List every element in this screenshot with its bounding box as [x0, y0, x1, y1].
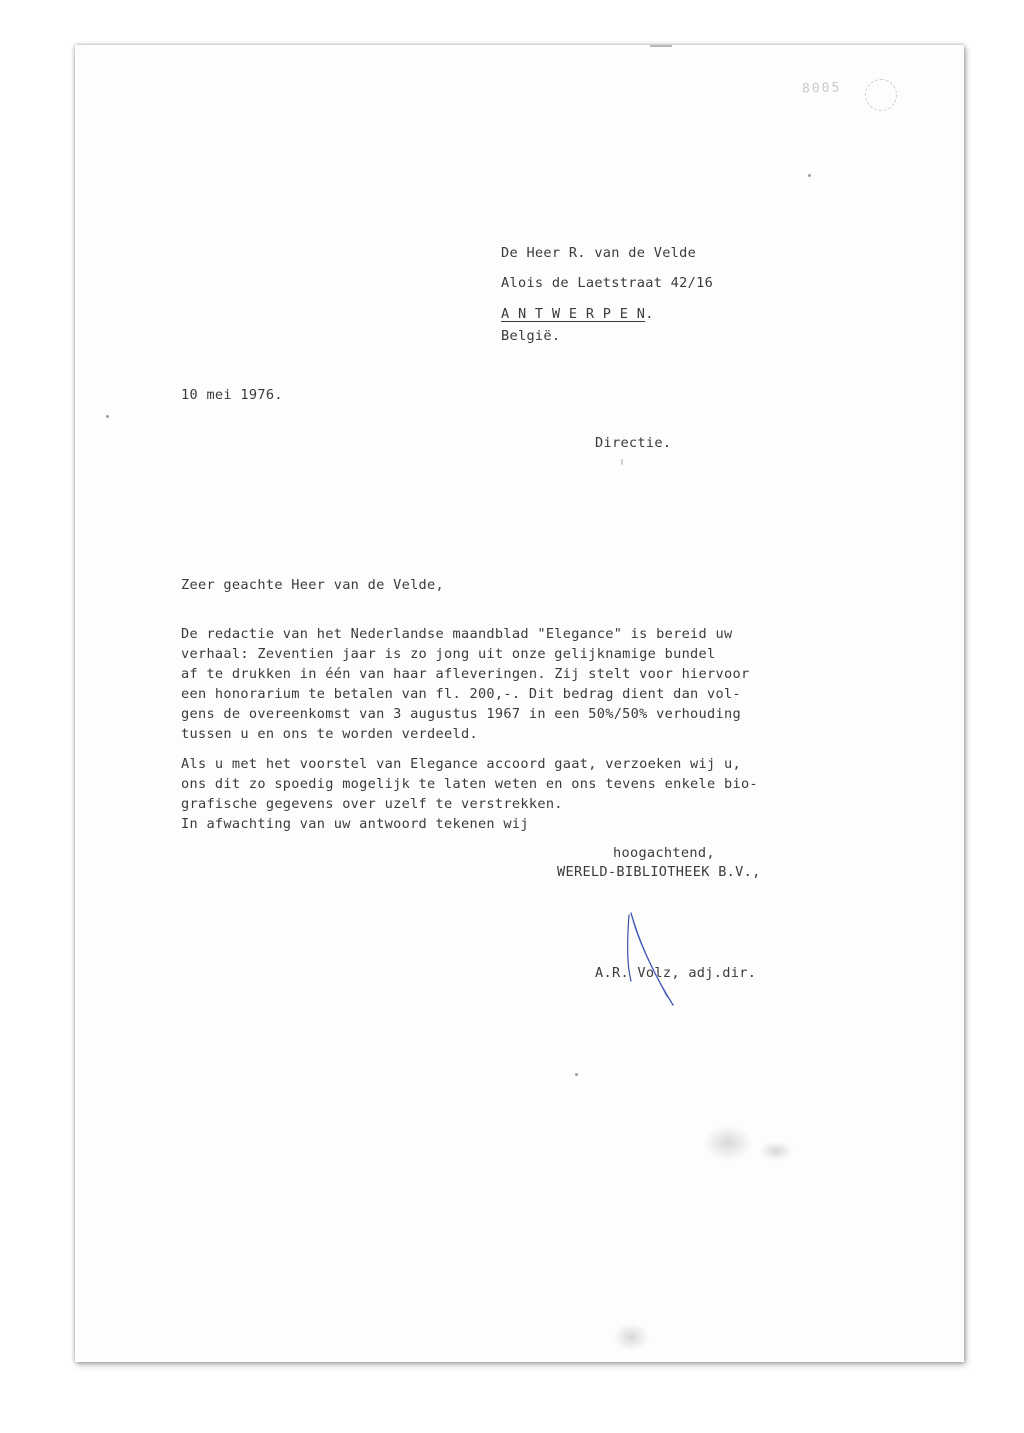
paper-smudge	[613, 1323, 649, 1351]
paper-mark	[650, 45, 672, 47]
address-city-suffix: .	[645, 306, 654, 322]
paper-speck	[808, 174, 811, 177]
paper-speck	[575, 1073, 578, 1076]
address-line-1: De Heer R. van de Velde	[501, 245, 697, 261]
letter-department: Directie.	[595, 435, 672, 451]
paragraph-1-line-6: tussen u en ons te worden verdeeld.	[181, 726, 478, 742]
paper-smudge	[703, 1125, 753, 1161]
address-city	[501, 304, 654, 324]
letter-page	[75, 45, 964, 1362]
letter-salutation: Zeer geachte Heer van de Velde,	[181, 577, 445, 593]
paragraph-2-line-4: In afwachting van uw antwoord tekenen wij	[181, 816, 529, 832]
paragraph-1-line-1: De redactie van het Nederlandse maandblad "Elegance" is bereid uw	[181, 626, 733, 642]
closing-regards: hoogachtend,	[613, 845, 715, 861]
letter-date: 10 mei 1976.	[181, 387, 283, 403]
paragraph-1-line-5: gens de overeenkomst van 3 augustus 1967 in een 50%/50% verhouding	[181, 706, 741, 722]
archive-stamp: 8005	[801, 80, 842, 97]
paragraph-2-line-2: ons dit zo spoedig mogelijk te laten weten en ons tevens enkele bio-	[181, 776, 758, 792]
paragraph-2-line-3: grafische gegevens over uzelf te verstrekken.	[181, 796, 563, 812]
paragraph-1-line-4: een honorarium te betalen van fl. 200,-. Dit bedrag dient dan vol-	[181, 686, 741, 702]
handwritten-signature	[623, 911, 683, 1007]
address-line-2: Alois de Laetstraat 42/16	[501, 275, 714, 291]
closing-signatory: A.R. Volz, adj.dir.	[595, 965, 757, 981]
address-country: België.	[501, 328, 561, 344]
paper-speck	[621, 459, 623, 465]
address-city-name: A N T W E R P E N	[501, 306, 646, 322]
closing-company: WERELD-BIBLIOTHEEK B.V.,	[557, 864, 761, 880]
paper-speck	[106, 415, 109, 418]
stamp-seal-icon	[865, 79, 897, 111]
paragraph-1-line-2: verhaal: Zeventien jaar is zo jong uit onze gelijknamige bundel	[181, 646, 716, 662]
paragraph-1-line-3: af te drukken in één van haar afleveringen. Zij stelt voor hiervoor	[181, 666, 750, 682]
paragraph-2-line-1: Als u met het voorstel van Elegance accoord gaat, verzoeken wij u,	[181, 756, 741, 772]
paper-smudge	[759, 1141, 793, 1161]
